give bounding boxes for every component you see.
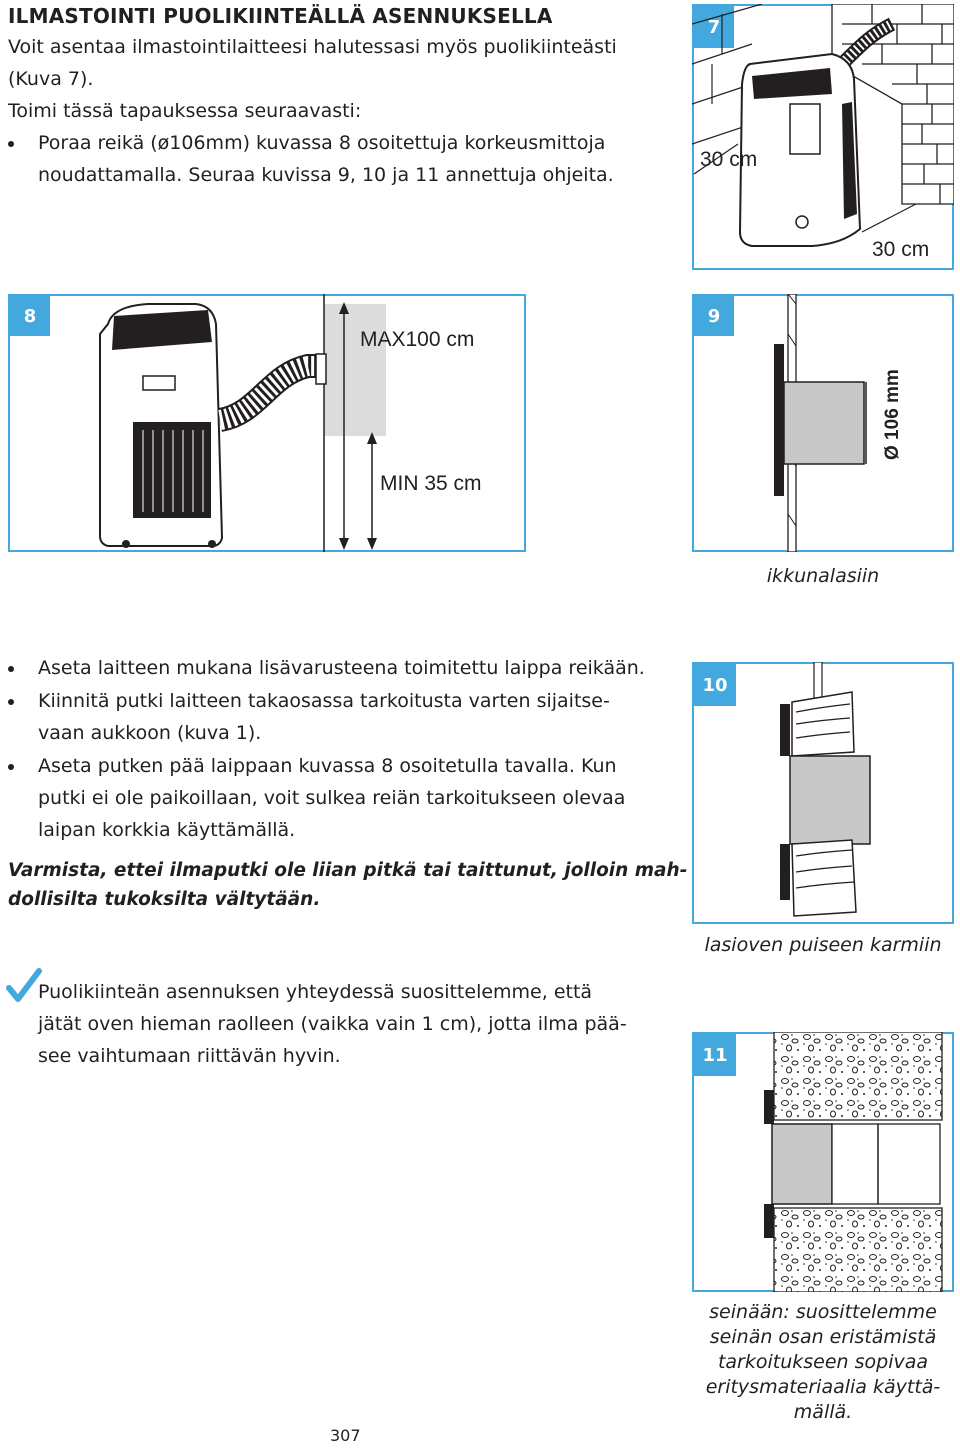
figure-9-number: 9 (694, 296, 734, 336)
figure-8-number: 8 (10, 296, 50, 336)
figure-7-label-right: 30 cm (872, 238, 930, 261)
figure-7-label-left: 30 cm (700, 148, 758, 171)
figure-11-caption-line-5: mällä. (793, 1401, 853, 1423)
page-number: 307 (330, 1426, 361, 1445)
figure-10-number: 10 (694, 664, 736, 706)
tip-line-1: Puolikiinteän asennuksen yhteydessä suosittelemme, että (38, 981, 593, 1003)
intro-line-1: Voit asentaa ilmastointilaitteesi halutessasi myös puolikiinteästi (8, 36, 617, 58)
figure-7-illustration (692, 4, 954, 270)
figure-8-illustration (8, 294, 526, 552)
figure-9-illustration (692, 294, 954, 552)
bullet-dot (8, 764, 14, 770)
warning-line-2: dollisilta tukoksilta vältytään. (8, 889, 321, 910)
tip-line-3: see vaihtumaan riittävän hyvin. (38, 1045, 341, 1067)
intro-bullet-line-2: noudattamalla. Seuraa kuvissa 9, 10 ja 11 annettuja ohjeita. (38, 164, 614, 186)
intro-bullet-line-1: Poraa reikä (ø106mm) kuvassa 8 osoitettuja korkeusmittoja (38, 132, 606, 154)
figure-8-label-min: MIN 35 cm (380, 472, 482, 495)
step-3-line-1: Aseta putken pää laippaan kuvassa 8 osoitetulla tavalla. Kun (38, 755, 617, 777)
figure-11-caption (692, 1300, 954, 1425)
bullet-dot (8, 666, 14, 672)
figure-10-illustration (692, 662, 954, 924)
check-icon (6, 968, 42, 1004)
warning-line-1: Varmista, ettei ilmaputki ole liian pitkä tai taittunut, jolloin mah- (8, 860, 688, 881)
figure-9-caption: ikkunalasiin (766, 565, 880, 587)
figure-11-caption-line-4: eritysmateriaalia käyttä- (705, 1376, 941, 1398)
step-3-line-2: putki ei ole paikoillaan, voit sulkea reiän tarkoitukseen olevaa (38, 787, 626, 809)
step-1-text: Aseta laitteen mukana lisävarusteena toimitettu laippa reikään. (38, 657, 645, 679)
figure-7-number: 7 (694, 6, 734, 48)
tip-line-2: jätät oven hieman raolleen (vaikka vain 1 cm), jotta ilma pää- (38, 1013, 627, 1035)
step-2-line-1: Kiinnitä putki laitteen takaosassa tarkoitusta varten sijaitse- (38, 690, 610, 712)
step-2-line-2: vaan aukkoon (kuva 1). (38, 722, 262, 744)
figure-8-label-max: MAX100 cm (360, 328, 475, 351)
figure-11-number: 11 (694, 1034, 736, 1076)
figure-10-caption: lasioven puiseen karmiin (704, 934, 942, 956)
page-title: ILMASTOINTI PUOLIKIINTEÄLLÄ ASENNUKSELLA (8, 4, 553, 28)
intro-line-2: (Kuva 7). (8, 68, 94, 90)
bullet-dot (8, 141, 14, 147)
figure-11-caption-line-2: seinän osan eristämistä (709, 1326, 937, 1348)
figure-9-label-diameter: Ø 106 mm (882, 369, 903, 460)
bullet-dot (8, 699, 14, 705)
figure-11-caption-line-1: seinään: suosittelemme (709, 1301, 937, 1323)
step-3-line-3: laipan korkkia käyttämällä. (38, 819, 296, 841)
intro-line-3: Toimi tässä tapauksessa seuraavasti: (8, 100, 362, 122)
figure-11-caption-line-3: tarkoitukseen sopivaa (717, 1351, 929, 1373)
figure-11-illustration (692, 1032, 954, 1292)
